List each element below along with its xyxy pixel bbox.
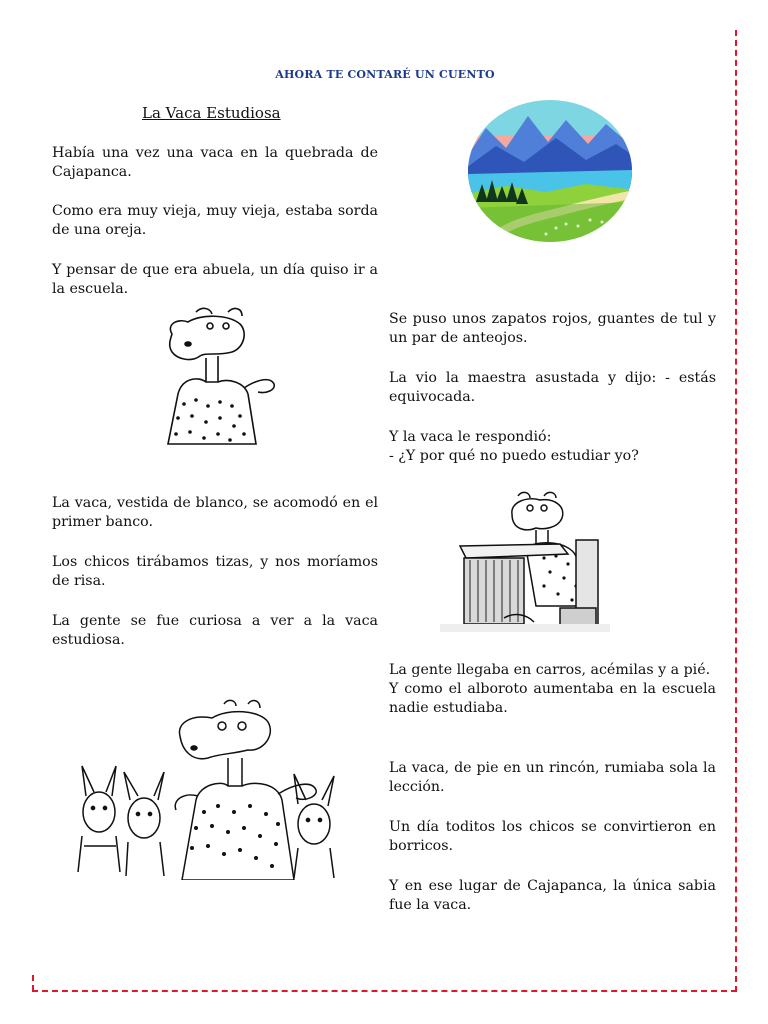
paragraph-12: Un día toditos los chicos se convirtieron en borricos. (389, 819, 716, 854)
paragraph-8: Los chicos tirábamos tizas, y nos moríamos de risa. (52, 554, 378, 589)
paragraph-6 (389, 428, 716, 466)
paragraph-1: Había una vez una vaca en la quebrada de Cajapanca. (52, 145, 378, 180)
paragraph-10-line-1: La gente llegaba en carros, acémilas y a pié. (389, 662, 711, 678)
page-border-right (735, 30, 737, 992)
paragraph-6-line-1: Y la vaca le respondió: (389, 429, 552, 445)
paragraph-2: Como era muy vieja, muy vieja, estaba sorda de una oreja. (52, 203, 378, 238)
page-border-bottom (32, 990, 737, 992)
paragraph-11: La vaca, de pie en un rincón, rumiaba sola la lección. (389, 760, 716, 795)
paragraph-3: Y pensar de que era abuela, un día quiso ir a la escuela. (52, 262, 378, 297)
cow-standing-illustration (148, 304, 280, 448)
paragraph-7: La vaca, vestida de blanco, se acomodó en el primer banco. (52, 495, 378, 530)
page-header: AHORA TE CONTARÉ UN CUENTO (275, 68, 495, 81)
landscape-illustration (466, 98, 634, 244)
paragraph-5: La vio la maestra asustada y dijo: - estás equivocada. (389, 370, 716, 405)
page-border-corner (32, 975, 34, 991)
paragraph-6-line-2: - ¿Y por qué no puedo estudiar yo? (389, 448, 639, 464)
cow-at-desk-illustration (440, 486, 610, 634)
paragraph-13: Y en ese lugar de Cajapanca, la única sabia fue la vaca. (389, 878, 716, 913)
story-title: La Vaca Estudiosa (142, 104, 281, 122)
paragraph-4: Se puso unos zapatos rojos, guantes de tul y un par de anteojos. (389, 311, 716, 346)
paragraph-10-line-2: Y como el alboroto aumentaba en la escuela nadie estudiaba. (389, 681, 716, 716)
paragraph-10 (389, 661, 716, 718)
cow-with-donkey-children-illustration (72, 696, 362, 880)
paragraph-9: La gente se fue curiosa a ver a la vaca estudiosa. (52, 613, 378, 648)
